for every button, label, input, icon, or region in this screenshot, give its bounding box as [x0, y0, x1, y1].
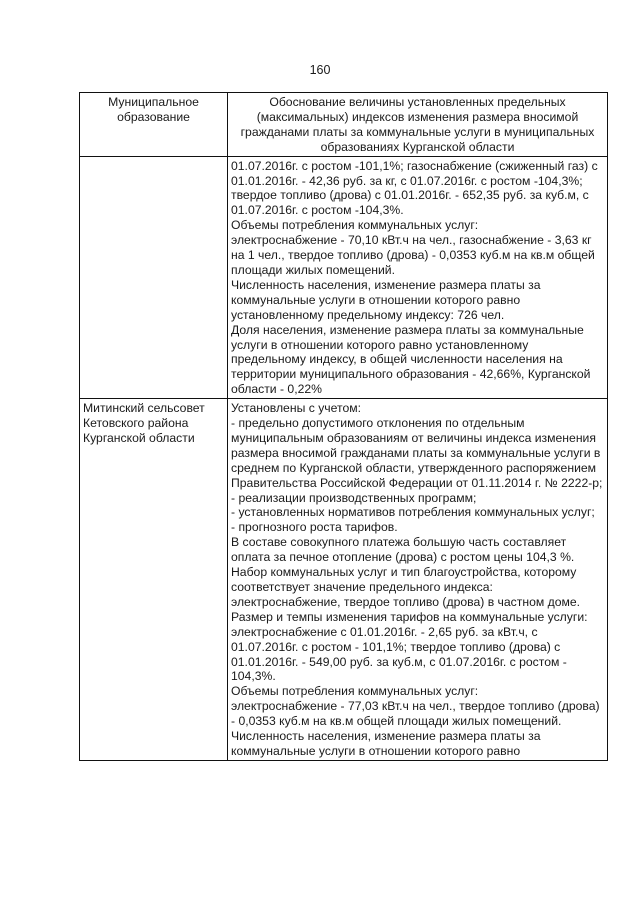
paragraph: - предельно допустимого отклонения по отдельным муниципальным образованиям от величины индекса изменения размера вносимой гражданами платы за коммунальные услуги в среднем по Курганской области, утвержденного распоряжением Правительства Российской Федерации от 01.11.2014 г. № 2222-р;: [231, 416, 603, 490]
paragraph: Численность населения, изменение размера платы за коммунальные услуги в отношении которого равно установленному предельному индексу: 726 чел.: [231, 277, 541, 322]
paragraph: Объемы потребления коммунальных услуг:: [231, 684, 479, 699]
table-row: [80, 399, 608, 761]
paragraph: - прогнозного роста тарифов.: [231, 520, 398, 535]
paragraph: Размер и темпы изменения тарифов на коммунальные услуги:: [231, 609, 588, 624]
paragraph: Набор коммунальных услуг и тип благоустройства, которому соответствует значение предельного индекса: электроснабжение, твердое топливо (дрова) в частном доме.: [231, 565, 581, 609]
paragraph: Численность населения, изменение размера платы за коммунальные услуги в отношении которого равно: [231, 729, 541, 758]
table-header-row: [80, 93, 608, 157]
table-row: [80, 156, 608, 399]
paragraph: - установленных нормативов потребления коммунальных услуг;: [231, 505, 595, 520]
paragraph: электроснабжение - 77,03 кВт.ч на чел., твердое топливо (дрова) - 0,0353 куб.м на кв.м общей площади жилых помещений.: [231, 699, 600, 729]
justification-cell: [228, 399, 608, 761]
paragraph: - реализации производственных программ;: [231, 490, 477, 505]
paragraph: Установлены с учетом:: [231, 401, 361, 416]
paragraph: электроснабжение - 70,10 кВт.ч на чел., газоснабжение - 3,63 кг на 1 чел., твердое топливо (дрова) - 0,0353 куб.м на кв.м общей площади жилых помещений.: [231, 233, 595, 277]
paragraph: Доля населения, изменение размера платы за коммунальные услуги в отношении которого равно установленному предельному индексу, в общей численности населения на территории муниципального образования - 42,66%, Курганской области - 0,22%: [231, 322, 591, 397]
paragraph: 01.07.2016г. с ростом -101,1%; газоснабжение (сжиженный газ) с 01.01.2016г. - 42,36 руб. за кг, с 01.07.2016г. с ростом -104,3%; твердое топливо (дрова) с 01.01.2016г. - 652,35 руб. за куб.м, с 01.07.2016г. с ростом -104,3%.: [231, 158, 598, 218]
header-justification: Обоснование величины установленных предельных (максимальных) индексов изменения размера вносимой гражданами платы за коммунальные услуги в муниципальных образованиях Курганской области: [228, 93, 608, 157]
municipality-cell: Митинский сельсовет Кетовского района Курганской области: [80, 399, 228, 761]
paragraph: В составе совокупного платежа большую часть составляет оплата за печное отопление (дрова) с ростом цены 104,3 %.: [231, 535, 575, 565]
justification-table: [79, 92, 608, 761]
page-number: 160: [309, 63, 331, 77]
municipality-cell: [80, 156, 228, 399]
header-municipality: Муниципальное образование: [80, 93, 228, 157]
justification-cell: [228, 156, 608, 399]
paragraph: электроснабжение с 01.01.2016г. - 2,65 руб. за кВт.ч, с 01.07.2016г. с ростом - 101,1%; твердое топливо (дрова) с 01.01.2016г. - 549,00 руб. за куб.м, с 01.07.2016г. с ростом - 104,3%.: [231, 624, 567, 684]
paragraph: Объемы потребления коммунальных услуг:: [231, 218, 479, 233]
